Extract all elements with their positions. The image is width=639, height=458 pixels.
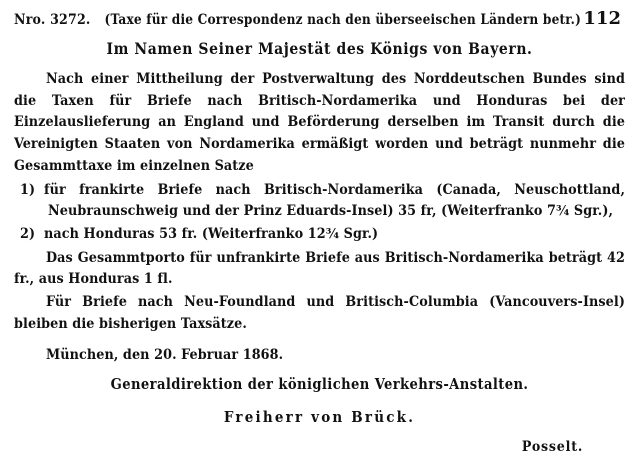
place-and-date: München, den 20. Februar 1868. [46, 346, 284, 363]
list-item [14, 224, 625, 246]
list-item-marker: 2) [20, 226, 36, 243]
header-left-group [14, 12, 581, 28]
tariff-list [14, 180, 625, 246]
page-number: 112 [583, 8, 621, 29]
list-item [14, 180, 625, 223]
list-item-text: für frankirte Briefe nach Britisch-Nordamerika (Canada, Neuschottland, Neubraunschweig und der Prinz Eduards-Insel) 35 fr, (Weiterfranko 7¾ Sgr.), [44, 181, 625, 220]
document-header [14, 8, 625, 29]
decree-number: Nro. 3272. [14, 12, 91, 28]
paragraph-intro: Nach einer Mittheilung der Postverwaltung des Norddeutschen Bundes sind die Taxen für Briefe nach Britisch-Nordamerika und Honduras bei der Einzelauslieferung an England und Beförderung derselben im Transit durch die Vereinigten Staaten von Nordamerika ermäßigt worden und beträgt nunmehr die Gesammttaxe im einzelnen Satze [14, 71, 625, 174]
issuing-office: Generaldirektion der königlichen Verkehrs-Anstalten. [110, 376, 529, 394]
list-item-text: nach Honduras 53 fr. (Weiterfranko 12¾ Sgr.) [44, 226, 379, 243]
page-title: Im Namen Seiner Majestät des Königs von Bayern. [106, 39, 533, 58]
paragraph-unfranked: Das Gesammtporto für unfrankirte Briefe aus Britisch-Nordamerika beträgt 42 fr., aus Honduras 1 fl. [14, 249, 625, 288]
clerk-name: Posselt. [521, 438, 583, 455]
list-item-marker: 1) [20, 181, 36, 198]
document-body [14, 69, 625, 458]
paragraph-newfoundland: Für Briefe nach Neu-Foundland und Britisch-Columbia (Vancouvers-Insel) bleiben die bisherigen Taxsätze. [14, 294, 625, 332]
decree-caption: (Taxe für die Correspondenz nach den überseeischen Ländern betr.) [104, 12, 582, 28]
signatory-name: Freiherr von Brück. [223, 407, 416, 426]
